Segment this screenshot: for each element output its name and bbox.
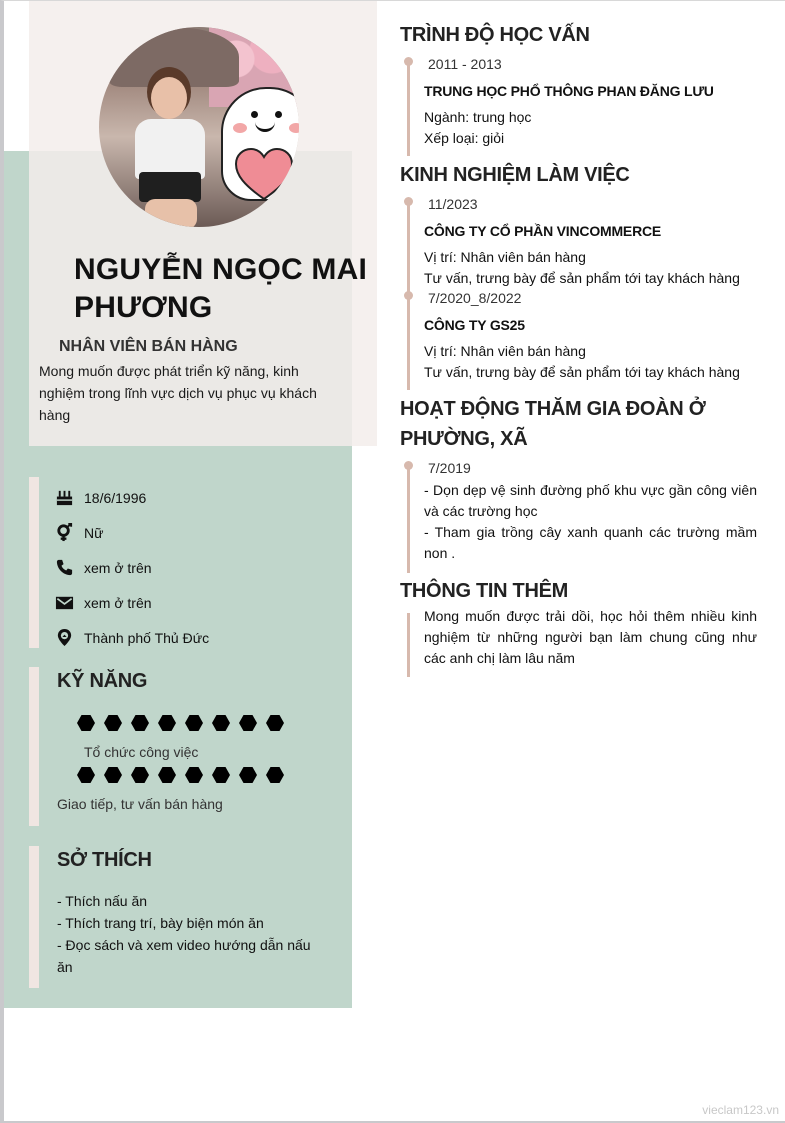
avatar-person-body <box>135 119 205 179</box>
mascot-blush <box>233 123 247 133</box>
education-grade: Xếp loại: giỏi <box>424 130 505 146</box>
education-timeline-line <box>407 60 410 156</box>
hobby-list <box>57 890 327 978</box>
skills-accent-bar <box>29 667 39 826</box>
hobbies-accent-bar <box>29 846 39 988</box>
hobby-item: - Thích nấu ăn <box>57 893 148 909</box>
skill-rating-1 <box>77 715 284 731</box>
experience-heading: KINH NGHIỆM LÀM VIỆC <box>400 164 630 186</box>
contact-gender <box>54 515 209 550</box>
experience-company-2: CÔNG TY GS25 <box>424 317 525 333</box>
email-icon <box>54 593 74 613</box>
experience-company-1: CÔNG TY CỔ PHẦN VINCOMMERCE <box>424 223 662 239</box>
mascot-mouth <box>255 119 275 132</box>
timeline-dot <box>404 291 413 300</box>
additional-info-accent-line <box>407 613 410 677</box>
additional-info-heading: THÔNG TIN THÊM <box>400 580 569 602</box>
skill-label-2: Giao tiếp, tư vấn bán hàng <box>57 796 223 812</box>
avatar-person-skirt <box>139 172 201 202</box>
contact-birthday-value: 18/6/1996 <box>84 489 147 506</box>
skill-dot-filled <box>239 767 257 783</box>
education-heading: TRÌNH ĐỘ HỌC VẤN <box>400 24 590 46</box>
timeline-dot <box>404 57 413 66</box>
heart-icon <box>234 147 294 202</box>
avatar-person-legs <box>145 199 197 227</box>
skill-label-1: Tổ chức công việc <box>84 744 199 760</box>
phone-icon <box>54 558 74 578</box>
skill-dot-filled <box>185 767 203 783</box>
skill-dot-filled <box>104 715 122 731</box>
birthday-cake-icon <box>54 488 74 508</box>
career-objective: Mong muốn được phát triển kỹ năng, kinh nghiệm trong lĩnh vực dịch vụ phục vụ khách hàng <box>39 363 317 423</box>
skill-dot-filled <box>131 715 149 731</box>
contact-phone <box>54 550 209 585</box>
timeline-dot <box>404 197 413 206</box>
hobby-item: - Thích trang trí, bày biện món ăn <box>57 915 264 931</box>
experience-date-1: 11/2023 <box>428 196 478 212</box>
contact-email-value: xem ở trên <box>84 594 152 611</box>
contact-phone-value: xem ở trên <box>84 559 152 576</box>
skills-heading: KỸ NĂNG <box>57 670 148 692</box>
candidate-name: NGUYỄN NGỌC MAI PHƯƠNG <box>74 253 368 324</box>
education-date: 2011 - 2013 <box>428 56 502 72</box>
skill-dot-filled <box>158 715 176 731</box>
additional-info-text: Mong muốn được trải dồi, học hỏi thêm nhiều kinh nghiệm từ những người bạn làm chung cũng như các anh chị làm lâu năm <box>424 608 757 666</box>
education-major: Ngành: trung học <box>424 109 532 125</box>
avatar-person-head <box>151 77 187 119</box>
skill-dot-filled <box>239 715 257 731</box>
skill-dot-filled <box>266 715 284 731</box>
hobbies-heading: SỞ THÍCH <box>57 849 152 871</box>
skill-dot-filled <box>158 767 176 783</box>
contact-address <box>54 620 209 655</box>
education-school: TRUNG HỌC PHỔ THÔNG PHAN ĐĂNG LƯU <box>424 83 714 99</box>
avatar <box>99 27 299 227</box>
mascot-eye <box>251 111 258 118</box>
hobby-item: - Đọc sách và xem video hướng dẫn nấu ăn <box>57 937 311 975</box>
skill-dot-filled <box>77 767 95 783</box>
skill-dot-filled <box>212 767 230 783</box>
experience-description-1: Tư vấn, trưng bày để sản phẩm tới tay khách hàng <box>424 270 740 286</box>
activities-timeline-line <box>407 463 410 573</box>
skill-dot-filled <box>104 767 122 783</box>
mascot-eye <box>275 111 282 118</box>
skill-dot-filled <box>77 715 95 731</box>
activities-heading: HOẠT ĐỘNG THĂM GIA ĐOÀN Ở PHƯỜNG, XÃ <box>400 398 706 450</box>
contact-accent-bar <box>29 477 39 648</box>
experience-position-1: Vị trí: Nhân viên bán hàng <box>424 249 586 265</box>
contact-email <box>54 585 209 620</box>
gender-icon <box>54 523 74 543</box>
contact-birthday <box>54 480 209 515</box>
timeline-dot <box>404 461 413 470</box>
location-pin-icon <box>54 628 74 648</box>
skill-dot-filled <box>185 715 203 731</box>
skill-dot-filled <box>266 767 284 783</box>
activity-line-2: - Tham gia trồng cây xanh quanh các trường mầm non . <box>424 524 757 561</box>
skill-dot-filled <box>212 715 230 731</box>
contact-address-value: Thành phố Thủ Đức <box>84 629 210 646</box>
experience-description-2: Tư vấn, trưng bày để sản phẩm tới tay khách hàng <box>424 364 740 380</box>
contact-list <box>54 480 209 655</box>
mascot-blush <box>289 123 299 133</box>
job-title: NHÂN VIÊN BÁN HÀNG <box>59 338 238 355</box>
skill-dot-filled <box>131 767 149 783</box>
skill-rating-2 <box>77 767 284 783</box>
watermark: vieclam123.vn <box>702 1103 779 1117</box>
activity-line-1: - Dọn dẹp vệ sinh đường phố khu vực gần công viên và các trường học <box>424 482 757 519</box>
contact-gender-value: Nữ <box>84 524 104 541</box>
experience-date-2: 7/2020_8/2022 <box>428 290 522 306</box>
experience-position-2: Vị trí: Nhân viên bán hàng <box>424 343 586 359</box>
activity-date: 7/2019 <box>428 460 471 476</box>
